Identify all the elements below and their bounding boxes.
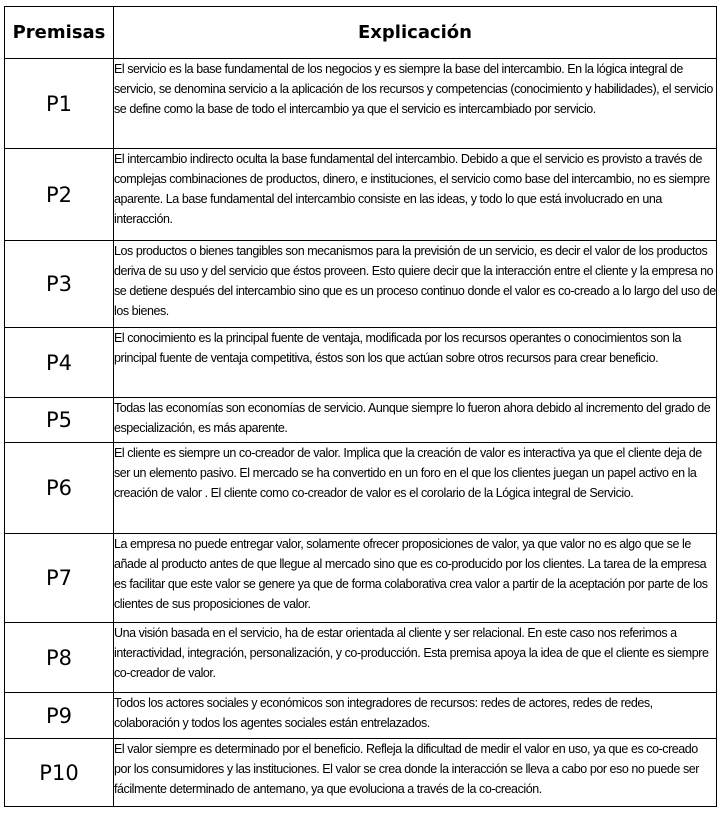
table-row [5, 443, 717, 534]
premise-id: P2 [5, 149, 114, 241]
premise-explanation: Todas las economías son economías de servicio. Aunque siempre lo fueron ahora debido al incremento del grado de especialización, es más aparente. [114, 398, 717, 443]
header-row [5, 7, 717, 59]
table-row [5, 398, 717, 443]
premise-explanation: Los productos o bienes tangibles son mecanismos para la previsión de un servicio, es decir el valor de los productos deriva de su uso y del servicio que éstos proveen. Esto quiere decir que la interacción entre el cliente y la empresa no se detiene después del intercambio sino que es un proceso continuo donde el valor es co-creado a lo largo del uso de los bienes. [114, 241, 717, 328]
table-row [5, 328, 717, 398]
premisas-table [4, 6, 717, 807]
premise-explanation: El servicio es la base fundamental de los negocios y es siempre la base del intercambio. En la lógica integral de servicio, se denomina servicio a la aplicación de los recursos y competencias (conocimiento y habilidades), el servicio se define como la base de todo el intercambio ya que el servicio es intercambiado por servicio. [114, 59, 717, 149]
premise-id: P8 [5, 623, 114, 693]
premise-explanation: El cliente es siempre un co-creador de valor. Implica que la creación de valor es interactiva ya que el cliente deja de ser un elemento pasivo. El mercado se ha convertido en un foro en el que los clientes juegan un papel activo en la creación de valor . El cliente como co-creador de valor es el corolario de la Lógica integral de Servicio. [114, 443, 717, 534]
premise-id: P4 [5, 328, 114, 398]
table-row [5, 59, 717, 149]
premise-explanation: El valor siempre es determinado por el beneficio. Refleja la dificultad de medir el valor en uso, ya que es co-creado por los consumidores y las instituciones. El valor se crea donde la interacción se lleva a cabo por eso no puede ser fácilmente determinado de antemano, ya que evoluciona a través de la co-creación. [114, 739, 717, 807]
premise-id: P6 [5, 443, 114, 534]
premise-id: P7 [5, 534, 114, 623]
premise-id: P10 [5, 739, 114, 807]
premise-explanation: El conocimiento es la principal fuente de ventaja, modificada por los recursos operantes o conocimientos son la principal fuente de ventaja competitiva, éstos son los que actúan sobre otros recursos para crear beneficio. [114, 328, 717, 398]
table-row [5, 693, 717, 739]
premise-id: P3 [5, 241, 114, 328]
table-row [5, 241, 717, 328]
table-body [5, 59, 717, 807]
premise-id: P1 [5, 59, 114, 149]
premise-explanation: El intercambio indirecto oculta la base fundamental del intercambio. Debido a que el servicio es provisto a través de complejas combinaciones de productos, dinero, e instituciones, el servicio como base del intercambio, no es siempre aparente. La base fundamental del intercambio consiste en las ideas, y todo lo que está involucrado en una interacción. [114, 149, 717, 241]
table-row [5, 149, 717, 241]
premise-id: P5 [5, 398, 114, 443]
table-row [5, 534, 717, 623]
premise-explanation: La empresa no puede entregar valor, solamente ofrecer proposiciones de valor, ya que valor no es algo que se le añade al producto antes de que llegue al mercado sino que es co-producido por los clientes. La tarea de la empresa es facilitar que este valor se genere ya que de forma colaborativa crea valor a partir de la aceptación por parte de los clientes de sus proposiciones de valor. [114, 534, 717, 623]
table-row [5, 623, 717, 693]
premisas-column-header: Premisas [5, 7, 114, 59]
premise-explanation: Todos los actores sociales y económicos son integradores de recursos: redes de actores, redes de redes, colaboración y todos los agentes sociales están entrelazados. [114, 693, 717, 739]
premise-explanation: Una visión basada en el servicio, ha de estar orientada al cliente y ser relacional. En este caso nos referimos a interactividad, integración, personalización, y co-producción. Esta premisa apoya la idea de que el cliente es siempre co-creador de valor. [114, 623, 717, 693]
explicacion-column-header: Explicación [114, 7, 717, 59]
table-row [5, 739, 717, 807]
table-header [5, 7, 717, 59]
premise-id: P9 [5, 693, 114, 739]
